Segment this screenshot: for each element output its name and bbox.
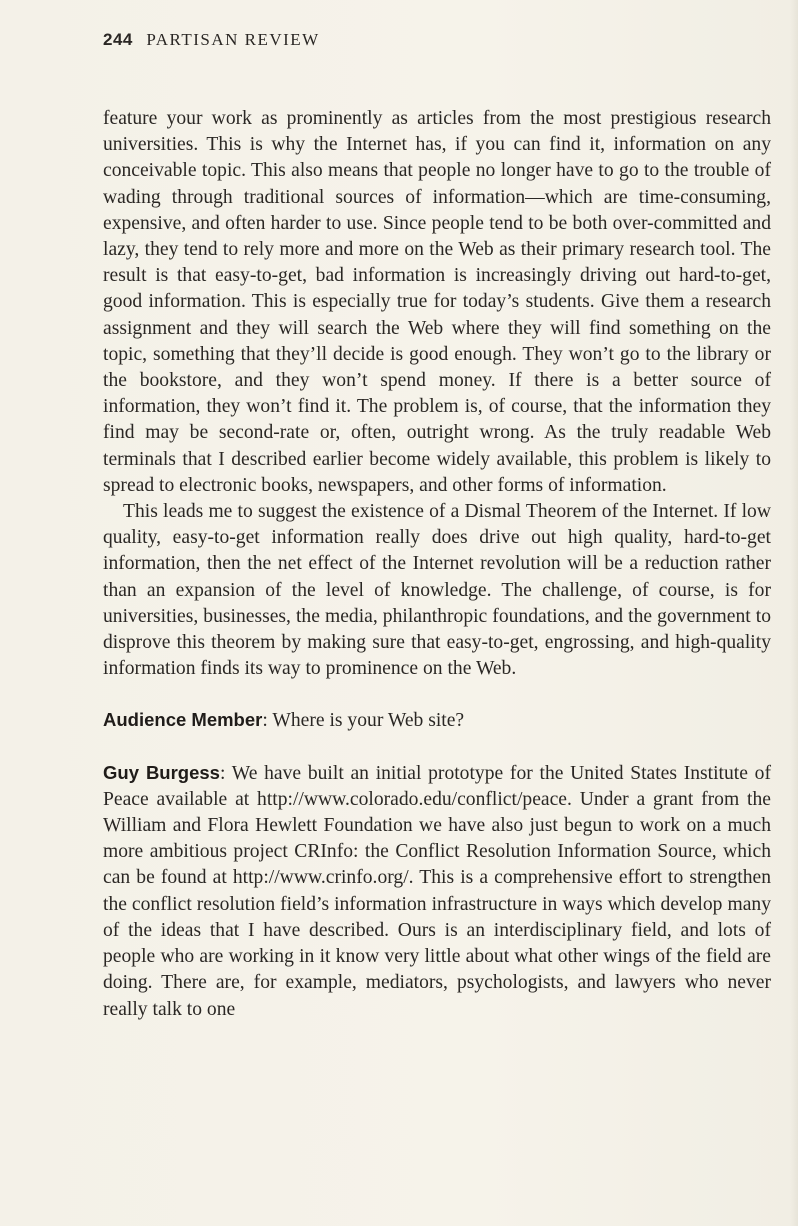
- body-text: [103, 106, 771, 1023]
- speaker-name: Guy Burgess: [103, 761, 220, 783]
- running-title: PARTISAN REVIEW: [146, 30, 320, 49]
- page-edge-shadow: [790, 0, 798, 1226]
- paragraph-continuation: feature your work as prominently as articles from the most prestigious research universities. This is why the Internet has, if you can find it, information on any conceivable topic. This also means that people no longer have to go to the trouble of wading through traditional sources of information—which are time-consuming, expensive, and often harder to use. Since people tend to be both over-committed and lazy, they tend to rely more and more on the Web as their primary research tool. The result is that easy-to-get, bad information is increasingly driving out hard-to-get, good information. This is especially true for today’s students. Give them a research assignment and they will search the Web where they will find something on the topic, something that they’ll decide is good enough. They won’t go to the library or the bookstore, and they won’t spend money. If there is a better source of information, they won’t find it. The problem is, of course, that the information they find may be second-rate or, often, outright wrong. As the truly readable Web terminals that I described earlier become widely available, this problem is likely to spread to electronic books, newspapers, and other forms of information.: [103, 108, 771, 496]
- paragraph-dismal-theorem: This leads me to suggest the existence of a Dismal Theorem of the Internet. If low quality, easy-to-get information really does drive out high quality, hard-to-get information, then the net effect of the Internet revolution will be a reduction rather than an expansion of the level of knowledge. The challenge, of course, is for universities, businesses, the media, philanthropic foundations, and the government to disprove this theorem by making sure that easy-to-get, engrossing, and high-quality information finds its way to prominence on the Web.: [103, 501, 771, 680]
- speaker-name: Audience Member: [103, 709, 263, 731]
- dialogue-audience-question: [103, 707, 771, 734]
- running-header: [103, 30, 320, 50]
- speaker-separator: :: [262, 710, 268, 732]
- dialogue-text: Where is your Web site?: [267, 710, 465, 732]
- page-number: 244: [103, 30, 133, 49]
- dialogue-text: We have built an initial prototype for the United States Institute of Peace available at http://www.colorado.edu/conflict/peace. Under a grant from the William and Flora Hewlett Foundation we have also just begun to work on a much more ambitious project CRInfo: the Conflict Resolution Information Source, which can be found at http://www.crinfo.org/. This is a comprehensive effort to strengthen the conflict resolution field’s information infrastructure in ways which develop many of the ideas that I have described. Ours is an interdisciplinary field, and lots of people who are working in it know very little about what other wings of the field are doing. There are, for example, mediators, psychologists, and lawyers who never really talk to one: [103, 762, 771, 1020]
- dialogue-burgess-answer: [103, 760, 771, 1023]
- speaker-separator: :: [219, 762, 226, 784]
